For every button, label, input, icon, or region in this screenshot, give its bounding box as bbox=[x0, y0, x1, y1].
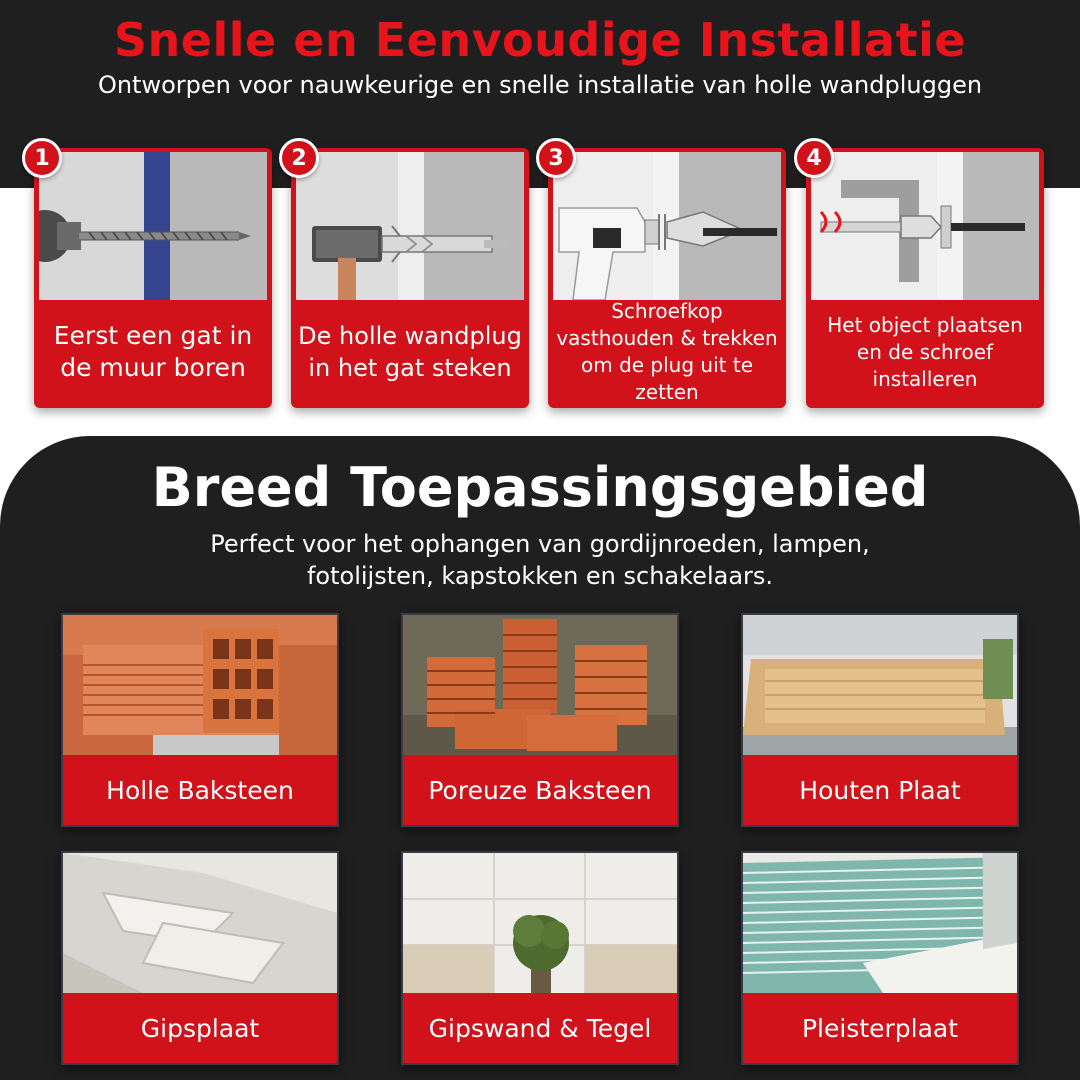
step-label-3: Schroefkop vasthouden & trekken om de plug uit te zetten bbox=[556, 299, 778, 404]
applications-description: Perfect voor het ophangen van gordijnroeden, lampen, fotolijsten, kapstokken en schakelaars. bbox=[210, 530, 870, 590]
step-card-2 bbox=[291, 145, 529, 408]
application-card-houten-plaat bbox=[741, 613, 1019, 827]
tiled-wall-image bbox=[403, 853, 677, 993]
applications-title: Breed Toepassingsgebied bbox=[151, 456, 929, 519]
page-title: Snelle en Eenvoudige Installatie bbox=[113, 13, 967, 67]
step-label-4: Het object plaatsen en de schroef installeren bbox=[827, 312, 1023, 391]
card-label: Holle Baksteen bbox=[106, 775, 294, 805]
wooden-board-image bbox=[743, 615, 1017, 755]
drill-icon bbox=[39, 152, 267, 300]
plasterboard-stack-image bbox=[743, 853, 1017, 993]
step-card-1 bbox=[34, 145, 272, 408]
application-card-gipsplaat bbox=[61, 851, 339, 1065]
step-number-badge: 2 bbox=[279, 138, 319, 178]
screw-icon bbox=[811, 152, 1039, 300]
plasterboard-ceiling-image bbox=[63, 853, 337, 993]
step-label-1: Eerst een gat in de muur boren bbox=[53, 321, 253, 382]
step-number-badge: 4 bbox=[794, 138, 834, 178]
step-number-badge: 1 bbox=[22, 138, 62, 178]
card-label: Poreuze Baksteen bbox=[428, 775, 652, 805]
step-card-3 bbox=[548, 145, 786, 408]
step-number-badge: 3 bbox=[536, 138, 576, 178]
card-label: Houten Plaat bbox=[799, 775, 961, 805]
application-card-holle-baksteen bbox=[61, 613, 339, 827]
application-card-pleisterplaat bbox=[741, 851, 1019, 1065]
application-card-gipswand-tegel bbox=[401, 851, 679, 1065]
page-subtitle: Ontworpen voor nauwkeurige en snelle installatie van holle wandpluggen bbox=[97, 71, 983, 99]
card-label: Pleisterplaat bbox=[801, 1013, 959, 1043]
card-label: Gipswand & Tegel bbox=[428, 1013, 652, 1043]
step-label-2: De holle wandplug in het gat steken bbox=[298, 322, 522, 382]
card-label: Gipsplaat bbox=[140, 1013, 260, 1043]
porous-brick-image bbox=[403, 615, 677, 755]
hollow-brick-image bbox=[63, 615, 337, 755]
application-card-poreuze-baksteen bbox=[401, 613, 679, 827]
setting-tool-icon bbox=[553, 152, 781, 300]
hammer-icon bbox=[296, 152, 524, 300]
step-card-4 bbox=[806, 145, 1044, 408]
